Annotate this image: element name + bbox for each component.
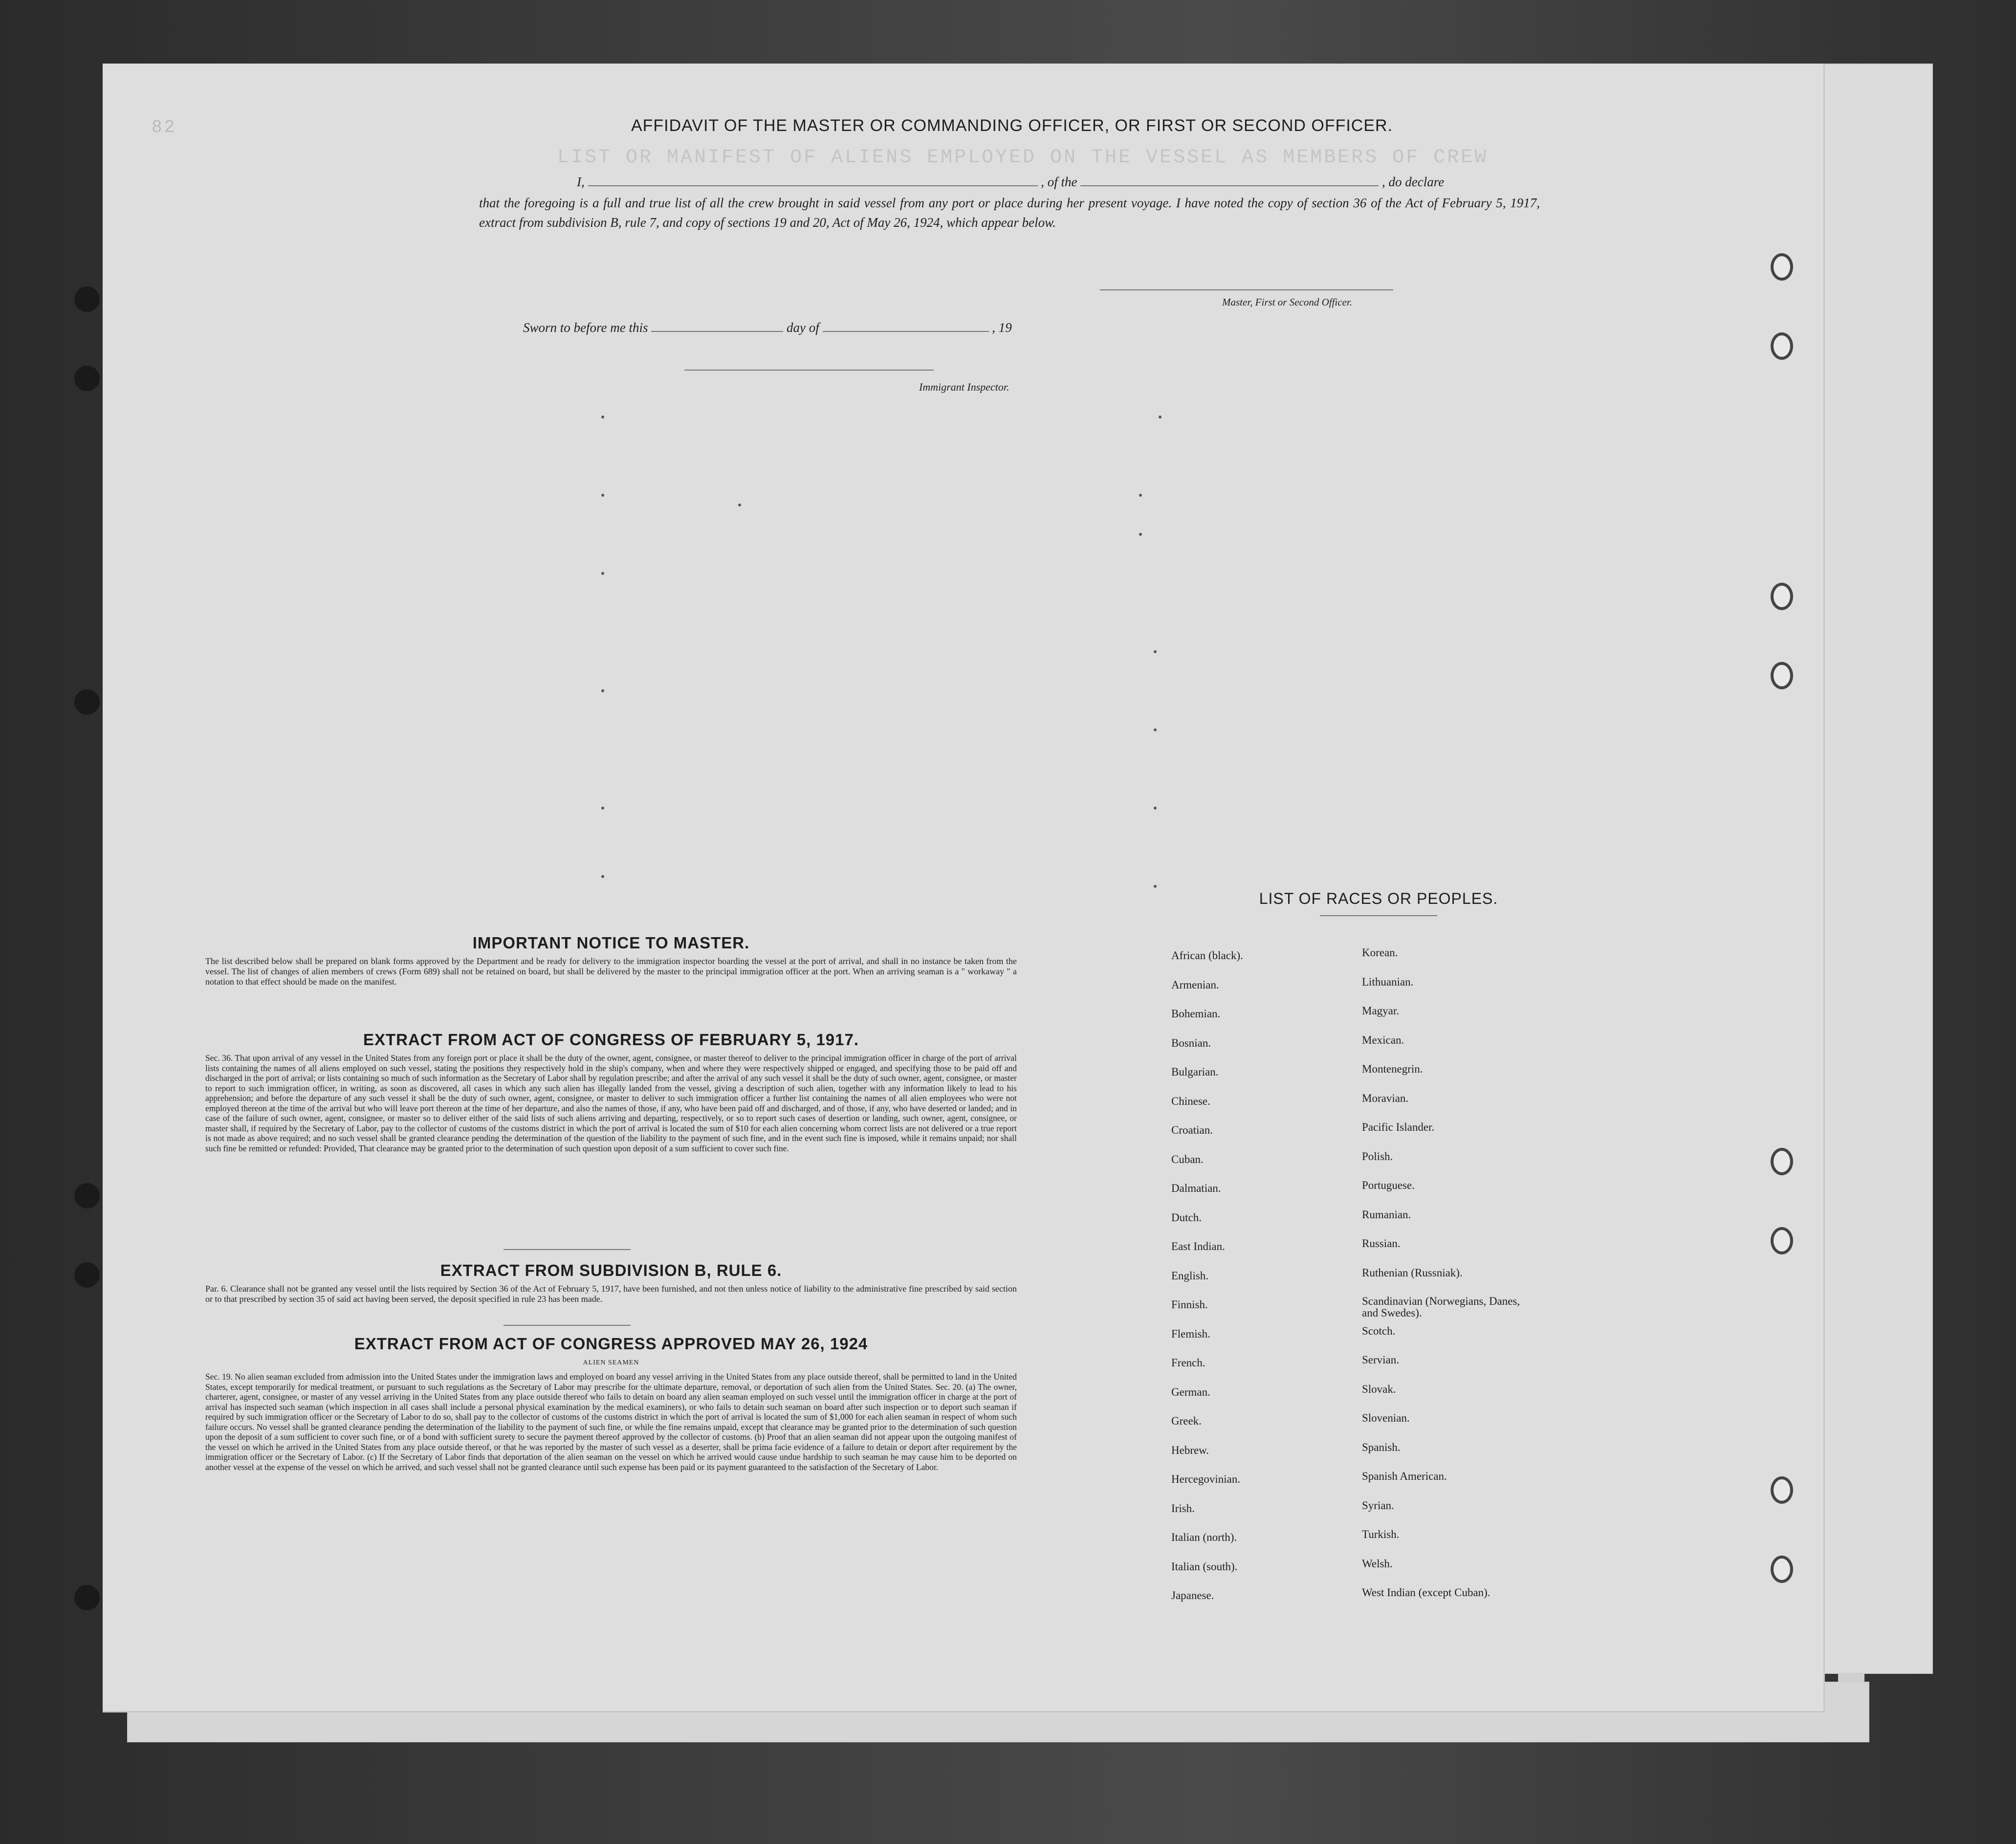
inspector-signature-line[interactable]: [684, 370, 934, 371]
speck: [738, 504, 741, 506]
extract-1924-subheading: ALIEN SEAMEN: [583, 1359, 639, 1366]
punch-hole: [74, 1585, 100, 1610]
race-col1-item: Japanese.: [1171, 1589, 1214, 1602]
race-col2-item: Syrian.: [1362, 1499, 1394, 1512]
bleed-through-text: LIST OR MANIFEST OF ALIENS EMPLOYED ON THE VESSEL AS MEMBERS OF CREW: [557, 147, 1489, 169]
punch-hole: [74, 286, 100, 312]
race-col2-item: Portuguese.: [1362, 1179, 1415, 1191]
notice-heading: IMPORTANT NOTICE TO MASTER.: [472, 934, 750, 952]
inspector-label: Immigrant Inspector.: [919, 381, 1009, 393]
race-col2-item: Ruthenian (Russniak).: [1362, 1266, 1463, 1279]
race-col2-item: Magyar.: [1362, 1005, 1400, 1017]
race-col2-item: West Indian (except Cuban).: [1362, 1586, 1490, 1599]
race-col1-item: Italian (north).: [1171, 1531, 1237, 1543]
binder-ring: [1771, 662, 1793, 689]
affidavit-of-the-label: , of the: [1041, 175, 1077, 189]
race-col1-item: Chinese.: [1171, 1095, 1210, 1107]
affidavit-declare-label: , do declare: [1382, 175, 1445, 189]
race-col1-item: Hebrew.: [1171, 1444, 1209, 1456]
speck: [1159, 416, 1161, 418]
race-col1-item: Bohemian.: [1171, 1008, 1221, 1020]
sworn-month-blank[interactable]: [823, 318, 989, 332]
race-col1-item: German.: [1171, 1385, 1210, 1398]
race-col2-item: Spanish American.: [1362, 1470, 1447, 1482]
punch-hole: [74, 1262, 100, 1288]
binder-ring: [1771, 1476, 1793, 1504]
race-col1-item: Hercegovinian.: [1171, 1473, 1241, 1485]
race-col1-item: Croatian.: [1171, 1124, 1213, 1136]
speck: [1154, 885, 1157, 888]
speck: [1139, 533, 1142, 536]
affidavit-declaration-line: [523, 172, 1540, 192]
race-col1-item: African (black).: [1171, 949, 1243, 962]
race-col1-item: Dutch.: [1171, 1211, 1202, 1224]
speck: [601, 572, 604, 575]
race-col2-item: Lithuanian.: [1362, 975, 1414, 988]
race-col1-item: Bulgarian.: [1171, 1066, 1219, 1078]
binder-ring: [1771, 332, 1793, 360]
subdivision-b-text: Par. 6. Clearance shall not be granted any vessel until the lists required by Section 36 of the Act of February 5, 1917, have been furnished, and not then unless notice of liability to the administrative fine prescribed by said section or to that prescribed by section 35 of said act having been served, the deposit specified in rule 23 has been made.: [205, 1284, 1017, 1304]
notice-text: The list described below shall be prepared on blank forms approved by the Department and be ready for delivery to the immigration inspector boarding the vessel at the port of arrival, and shall in no instance be taken from the vessel. The list of changes of alien members of crews (Form 689) shall not be retained on board, but shall be delivered by the master to the principal immigration officer at the port. When an arriving seaman is a " workaway " a notation to that effect should be made on the manifest.: [205, 956, 1017, 987]
race-col2-item: Russian.: [1362, 1237, 1401, 1250]
race-col1-item: English.: [1171, 1269, 1209, 1282]
speck: [1154, 728, 1157, 731]
extract-1917-heading: EXTRACT FROM ACT OF CONGRESS OF FEBRUARY 5, 1917.: [363, 1031, 859, 1049]
race-col1-item: Finnish.: [1171, 1298, 1208, 1311]
extract-1924-heading: EXTRACT FROM ACT OF CONGRESS APPROVED MAY 26, 1924: [354, 1335, 868, 1353]
race-col1-item: Bosnian.: [1171, 1036, 1211, 1049]
affidavit-i-label: I,: [577, 175, 585, 189]
affidavit-name-blank[interactable]: [588, 173, 1038, 186]
race-col1-item: Flemish.: [1171, 1327, 1210, 1340]
race-col2-item: Mexican.: [1362, 1033, 1404, 1046]
divider: [504, 1249, 631, 1250]
race-col1-item: Italian (south).: [1171, 1560, 1238, 1573]
binder-ring: [1771, 253, 1793, 281]
race-col2-item: Slovenian.: [1362, 1412, 1410, 1424]
speck: [601, 875, 604, 878]
page-number: 82: [152, 117, 177, 137]
race-col2-item: Welsh.: [1362, 1557, 1393, 1570]
affidavit-body: that the foregoing is a full and true list of all the crew brought in said vessel from any port or place during her present voyage. I have noted the copy of section 36 of the Act of February 5, 1917, extract from subdivision B, rule 7, and copy of sections 19 and 20, Act of May 26, 1924, which appear below.: [479, 196, 1540, 230]
affidavit-title: AFFIDAVIT OF THE MASTER OR COMMANDING OFFICER, OR FIRST OR SECOND OFFICER.: [631, 116, 1393, 135]
master-signature-line[interactable]: [1100, 289, 1393, 290]
speck: [1154, 807, 1157, 810]
race-col2-item: Servian.: [1362, 1354, 1400, 1366]
race-col1-item: Armenian.: [1171, 978, 1219, 991]
divider: [504, 1325, 631, 1326]
punch-hole: [74, 1183, 100, 1208]
race-col2-item: Scotch.: [1362, 1324, 1396, 1337]
affidavit-vessel-blank[interactable]: [1080, 173, 1379, 186]
master-signature-label: Master, First or Second Officer.: [1222, 296, 1352, 308]
race-col1-item: Greek.: [1171, 1415, 1202, 1427]
binder-ring: [1771, 1148, 1793, 1175]
race-col1-item: Irish.: [1171, 1502, 1195, 1515]
speck: [601, 689, 604, 692]
divider: [1320, 915, 1437, 916]
binder-ring: [1771, 1227, 1793, 1254]
race-col2-item: Montenegrin.: [1362, 1063, 1423, 1075]
races-heading: LIST OF RACES OR PEOPLES.: [1259, 890, 1498, 907]
race-col2-item: Spanish.: [1362, 1441, 1401, 1453]
race-col2-item: Scandinavian (Norwegians, Danes, and Swedes).: [1362, 1295, 1520, 1319]
binder-ring: [1771, 583, 1793, 610]
document-page: [103, 64, 1825, 1712]
speck: [1154, 650, 1157, 653]
speck: [601, 807, 604, 810]
speck: [601, 416, 604, 418]
race-col2-item: Turkish.: [1362, 1528, 1400, 1540]
race-col2-item: Slovak.: [1362, 1383, 1396, 1395]
binder-ring: [1771, 1556, 1793, 1583]
race-col1-item: French.: [1171, 1357, 1205, 1369]
speck: [601, 494, 604, 497]
race-col2-item: Rumanian.: [1362, 1208, 1411, 1221]
punch-hole: [74, 366, 100, 391]
race-col2-item: Pacific Islander.: [1362, 1121, 1435, 1133]
race-col2-item: Korean.: [1362, 946, 1398, 959]
sworn-line: [523, 318, 1207, 337]
extract-1917-text: Sec. 36. That upon arrival of any vessel in the United States from any foreign port or place it shall be the duty of the owner, agent, consignee, or master thereof to deliver to the principal immigration officer in charge of the port of arrival lists containing the names of all aliens employed on such vessel, stating the positions they respectively hold in the ship's company, when and where they were respectively shipped or engaged, and specifying those to be paid off and discharged in the port of arrival; or lists containing so much of such information as the Secretary of Labor shall by regulation prescribe; and after the arrival of any such vessel it shall be the duty of such owner, agent, consignee, or master to report to such immigration officer, in writing, as soon as discovered, all cases in which any such alien has illegally landed from the vessel, giving a description of such alien, together with any information likely to lead to his apprehension; and before the departure of any such vessel it shall be the duty of such owner, agent, consignee, or master to deliver to such immigration officer a further list containing the names of all alien employees who were not employed thereon at the time of the arrival but who will leave port thereon at the time of her departure, and also the names of those, if any, who have been paid off and discharged, and of those, if any, who have deserted or landed; and in case of the failure of such owner, agent, consignee, or master so to deliver either of the said lists of such aliens arriving and departing, respectively, or so to report such cases of desertion or landing, such owner, agent, consignee, or master shall, if required by the Secretary of Labor, pay to the collector of customs of the customs district in which the port of arrival is located the sum of $10 for each alien concerning whom correct lists are not delivered or a true report is not made as above required; and no such vessel shall be granted clearance pending the determination of the question of the liability to the payment of such fine, and in the event such fine is imposed, while it remains unpaid; nor shall such fine be remitted or refunded: Provided, That clearance may be granted prior to the determination of such question upon deposit of a sum sufficient to cover such fine.: [205, 1053, 1017, 1153]
speck: [1139, 494, 1142, 497]
year-label: , 19: [992, 320, 1012, 335]
race-col2-item: Polish.: [1362, 1150, 1393, 1163]
race-col1-item: Cuban.: [1171, 1153, 1204, 1165]
day-of-label: day of: [787, 320, 819, 335]
sworn-label: Sworn to before me this: [523, 320, 648, 335]
race-col1-item: Dalmatian.: [1171, 1182, 1221, 1194]
subdivision-b-heading: EXTRACT FROM SUBDIVISION B, RULE 6.: [440, 1261, 782, 1279]
punch-hole: [74, 689, 100, 715]
sworn-day-blank[interactable]: [651, 318, 783, 332]
race-col1-item: East Indian.: [1171, 1240, 1225, 1252]
extract-1924-text: Sec. 19. No alien seaman excluded from admission into the United States under the immigration laws and employed on board any vessel arriving in the United States from any place outside thereof, shall be permitted to land in the United States, except temporarily for medical treatment, or pursuant to such regulations as the Secretary of Labor may prescribe for the ultimate departure, removal, or deportation of such alien from the United States. Sec. 20. (a) The owner, charterer, agent, consignee, or master of any vessel arriving in the United States from any place outside thereof who fails to detain on board any alien seaman employed on such vessel until the immigration officer in charge at the port of arrival has inspected such seaman (which inspection in all cases shall include a personal physical examination by the medical examiners), or who fails to detain such seaman on board after such inspection or to deport such seaman if required by such immigration officer or the Secretary of Labor to do so, shall pay to the collector of customs of the customs district in which the port of arrival is located the sum of $1,000 for each alien seaman in respect of whom such failure occurs. No vessel shall be granted clearance pending the determination of the liability to the payment of such fine, or while the fine remains unpaid, except that clearance may be granted prior to the determination of such question upon the deposit of a sum sufficient to cover such fine, or of a bond with sufficient surety to secure the payment thereof approved by the collector of customs. (b) Proof that an alien seaman did not appear upon the outgoing manifest of the vessel on which he arrived in the United States from any place outside thereof, or that he was reported by the master of such vessel as a deserter, shall be prima facie evidence of a failure to detain or deport after requirement by the immigration officer or the Secretary of Labor. (c) If the Secretary of Labor finds that deportation of the alien seaman on the vessel on which he arrived would cause undue hardship to such seaman he may cause him to be deported on another vessel at the expense of the vessel on which he arrived, and such vessel shall not be granted clearance until such expense has been paid or its payment guaranteed to the satisfaction of the Secretary of Labor.: [205, 1372, 1017, 1472]
race-col2-item: Moravian.: [1362, 1092, 1409, 1104]
